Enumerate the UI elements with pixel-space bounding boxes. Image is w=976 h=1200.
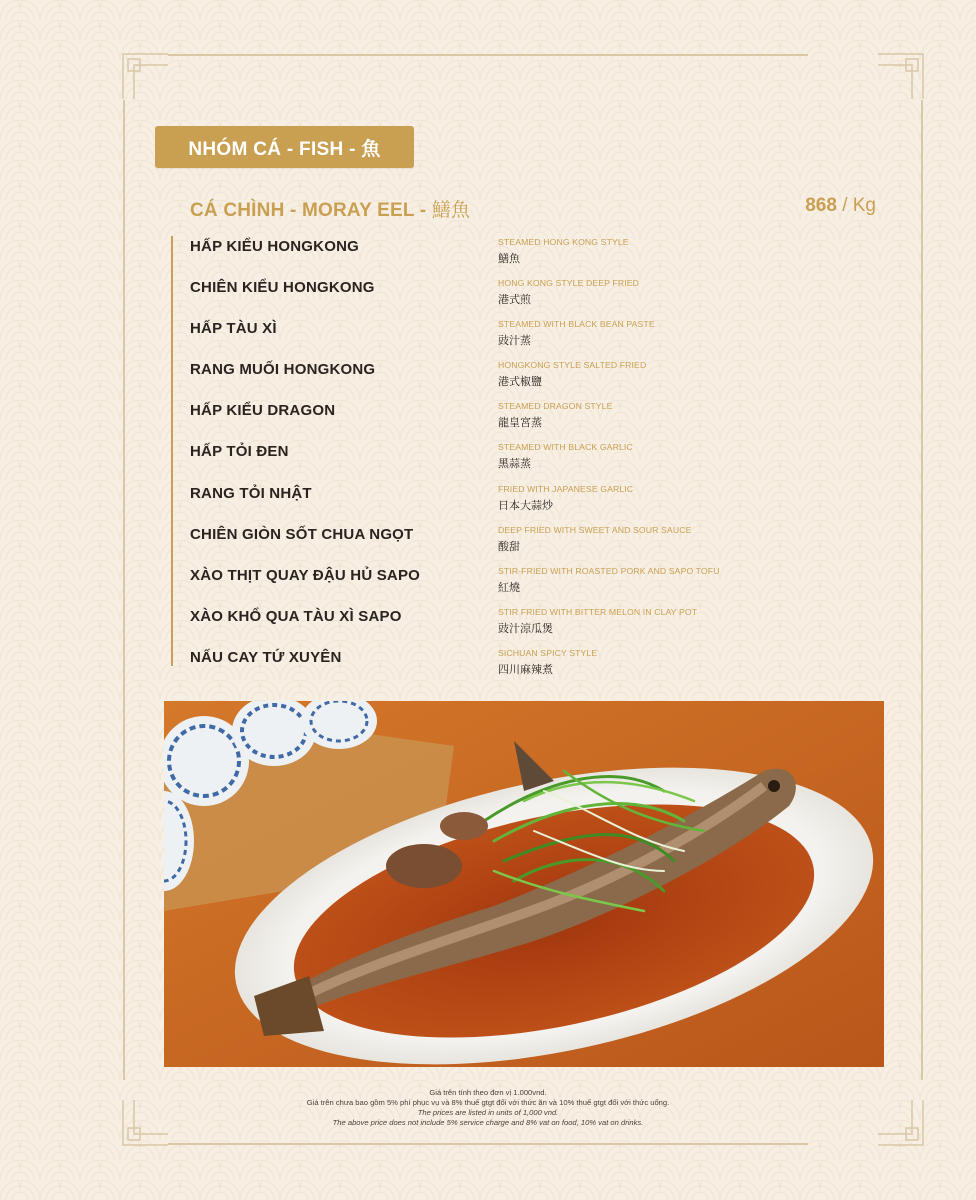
menu-item: [190, 441, 910, 482]
item-name-cn: 酸甜: [498, 539, 520, 553]
menu-item-list: [190, 236, 910, 688]
footnote-vn-line2: Giá trên chưa bao gồm 5% phí phục vụ và 8% thuế gtgt đối với thức ăn và 10% thuế gtgt đối với thức uống.: [306, 1098, 670, 1107]
item-name-cn: 紅燒: [498, 580, 520, 594]
item-name-en: STIR-FRIED WITH ROASTED PORK AND SAPO TOFU: [498, 565, 720, 576]
frame-corner-top-left: [122, 53, 168, 99]
price-unit: / Kg: [836, 195, 876, 216]
menu-item: [190, 318, 910, 359]
footnote-en-line2: The above price does not include 5% service charge and 8% vat on food, 10% vat on drinks.: [332, 1118, 644, 1127]
frame-top-line: [168, 54, 808, 56]
item-name-en: DEEP FRIED WITH SWEET AND SOUR SAUCE: [498, 524, 692, 535]
item-name-vn: RANG TỎI NHẬT: [190, 484, 312, 502]
price-footnote: [200, 1088, 776, 1128]
item-name-en: STIR FRIED WITH BITTER MELON IN CLAY POT: [498, 606, 698, 617]
item-name-cn: 豉汁涼瓜煲: [498, 621, 553, 635]
item-name-cn: 黑蒜蒸: [498, 457, 531, 471]
item-name-en: STEAMED DRAGON STYLE: [498, 401, 613, 412]
frame-right-line: [921, 100, 923, 1080]
menu-item: [190, 236, 910, 277]
item-name-en: HONGKONG STYLE SALTED FRIED: [498, 360, 647, 371]
menu-item: [190, 606, 910, 647]
item-name-cn: 港式煎: [498, 293, 531, 307]
item-name-vn: XÀO THỊT QUAY ĐẬU HỦ SAPO: [190, 566, 421, 584]
frame-corner-top-right: [878, 53, 924, 99]
menu-item: [190, 359, 910, 400]
item-name-cn: 龍皇宮蒸: [498, 416, 542, 430]
footnote-en-line1: The prices are listed in units of 1,000 vnd.: [417, 1108, 559, 1117]
frame-bottom-line: [168, 1143, 808, 1145]
dish-group-title: [190, 195, 470, 222]
item-name-cn: 日本大蒜炒: [498, 498, 553, 512]
item-name-vn: HẤP TÀU XÌ: [190, 320, 277, 338]
item-name-vn: HẤP KIỂU DRAGON: [190, 402, 336, 420]
frame-left-line: [123, 100, 125, 1080]
item-name-vn: RANG MUỐI HONGKONG: [190, 361, 376, 379]
section-title: NHÓM CÁ - FISH - 魚: [188, 138, 381, 160]
item-name-vn: XÀO KHỔ QUA TÀU XÌ SAPO: [190, 607, 402, 625]
item-name-vn: CHIÊN GIÒN SỐT CHUA NGỌT: [190, 525, 414, 543]
item-name-vn: HẤP TỎI ĐEN: [190, 443, 289, 461]
item-name-cn: 港式椒鹽: [498, 375, 542, 389]
steamed-fish-illustration: [164, 701, 884, 1067]
dish-group-title-text: CÁ CHÌNH - MORAY EEL -: [190, 200, 432, 221]
menu-item: [190, 277, 910, 318]
menu-item: [190, 524, 910, 565]
menu-item: [190, 400, 910, 441]
item-name-cn: 四川麻辣煮: [498, 662, 553, 676]
dish-group-price: [805, 195, 876, 217]
list-accent-rule: [171, 236, 173, 666]
item-name-cn: 鱔魚: [498, 252, 520, 265]
frame-corner-bottom-right: [878, 1100, 924, 1146]
item-name-en: STEAMED WITH BLACK BEAN PASTE: [498, 319, 655, 330]
item-name-en: STEAMED HONG KONG STYLE: [498, 237, 629, 247]
item-name-en: HONG KONG STYLE DEEP FRIED: [498, 278, 639, 289]
footnote-vn-line1: Giá trên tính theo đơn vị 1.000vnd.: [429, 1088, 547, 1097]
item-name-en: FRIED WITH JAPANESE GARLIC: [498, 483, 634, 494]
item-name-cn: 豉汁蒸: [498, 334, 531, 348]
item-name-vn: NẤU CAY TỨ XUYÊN: [190, 648, 342, 666]
menu-item: [190, 647, 910, 688]
menu-item: [190, 565, 910, 606]
section-title-tab: [155, 126, 414, 168]
menu-item: [190, 483, 910, 524]
price-value: 868: [805, 195, 837, 216]
item-name-vn: CHIÊN KIỂU HONGKONG: [190, 279, 375, 297]
dish-photo: [164, 701, 884, 1067]
item-name-en: SICHUAN SPICY STYLE: [498, 647, 598, 658]
item-name-en: STEAMED WITH BLACK GARLIC: [498, 442, 633, 453]
frame-corner-bottom-left: [122, 1100, 168, 1146]
dish-group-title-cn: 鱔魚: [431, 199, 471, 221]
item-name-vn: HẤP KIỂU HONGKONG: [190, 238, 359, 255]
